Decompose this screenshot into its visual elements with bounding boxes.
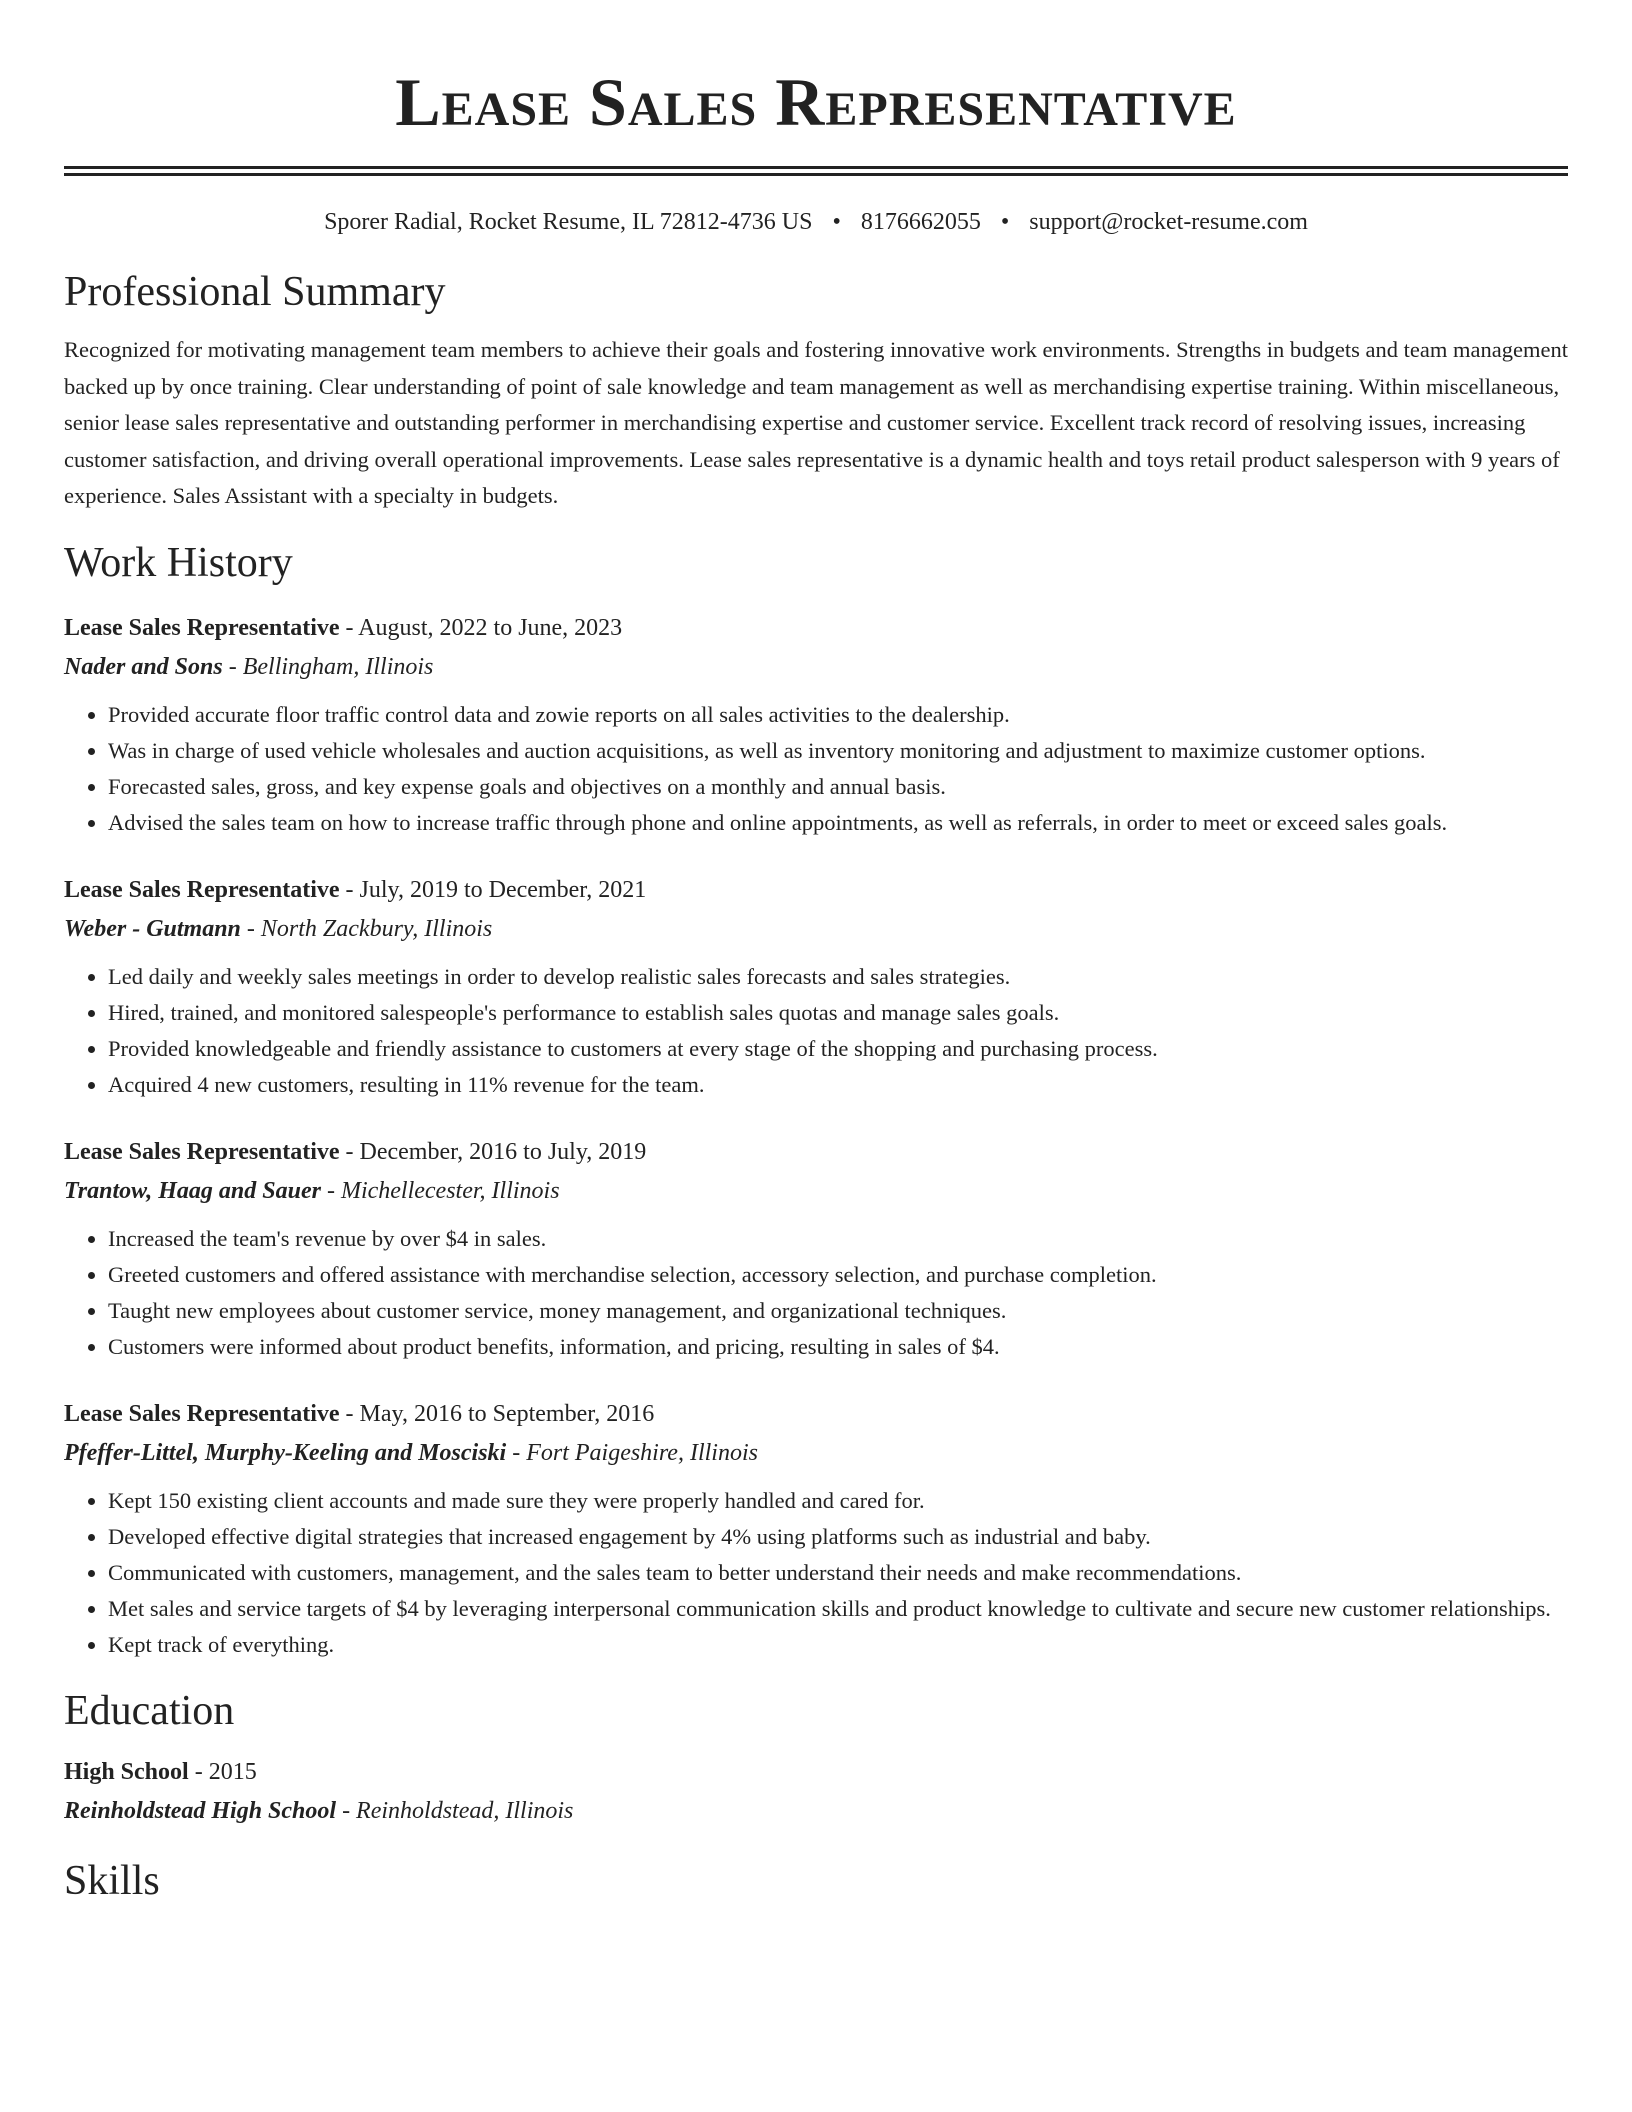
job-role: Lease Sales Representative bbox=[64, 876, 340, 903]
summary-section bbox=[64, 266, 1568, 515]
job-title-line bbox=[64, 1395, 1568, 1433]
education-section bbox=[64, 1685, 1568, 1831]
contact-email: support@rocket-resume.com bbox=[1029, 209, 1308, 235]
education-heading: Education bbox=[64, 1687, 235, 1734]
job-bullets bbox=[64, 1483, 1568, 1663]
list-item: • Provided knowledgeable and friendly assistance to customers at every stage of the shopping and purchasing process. bbox=[108, 1031, 1568, 1067]
education-entry bbox=[64, 1753, 1568, 1831]
job-dates: - July, 2019 to December, 2021 bbox=[339, 876, 647, 903]
skills-heading: Skills bbox=[64, 1857, 160, 1904]
work-history-heading: Work History bbox=[64, 539, 293, 586]
job-entry bbox=[64, 1395, 1568, 1663]
job-dates: - May, 2016 to September, 2016 bbox=[339, 1400, 655, 1427]
job-location: - Fort Paigeshire, Illinois bbox=[506, 1439, 758, 1466]
education-degree-line bbox=[64, 1753, 1568, 1791]
job-location: - Michellecester, Illinois bbox=[320, 1177, 560, 1204]
job-company: Nader and Sons bbox=[64, 653, 223, 680]
header-double-rule bbox=[64, 166, 1568, 176]
job-company: Weber - Gutmann bbox=[64, 915, 241, 942]
job-entry bbox=[64, 871, 1568, 1103]
job-company: Trantow, Haag and Sauer bbox=[64, 1177, 321, 1204]
list-item: • Customers were informed about product benefits, information, and pricing, resulting in sales of $4. bbox=[108, 1329, 1568, 1365]
list-item: • Kept 150 existing client accounts and made sure they were properly handled and cared for. bbox=[108, 1483, 1568, 1519]
education-degree: High School bbox=[64, 1758, 189, 1785]
contact-separator: • bbox=[832, 209, 841, 235]
summary-text: Recognized for motivating management team members to achieve their goals and fostering innovative work environments. Strengths in budgets and team management backed up by once training. Clear understanding of point of sale knowledge and team management as well as merchandising expertise training. Within miscellaneous, senior lease sales representative and outstanding performer in merchandising expertise and customer service. Excellent track record of resolving issues, increasing customer satisfaction, and driving overall operational improvements. Lease sales representative is a dynamic health and toys retail product salesperson with 9 years of experience. Sales Assistant with a specialty in budgets. bbox=[64, 337, 1568, 508]
job-role: Lease Sales Representative bbox=[64, 614, 340, 641]
education-year: - 2015 bbox=[188, 1758, 257, 1785]
job-title-line bbox=[64, 871, 1568, 909]
list-item: • Provided accurate floor traffic control data and zowie reports on all sales activities to the dealership. bbox=[108, 697, 1568, 733]
list-item: • Hired, trained, and monitored salespeople's performance to establish sales quotas and manage sales goals. bbox=[108, 995, 1568, 1031]
list-item: • Greeted customers and offered assistance with merchandise selection, accessory selection, and purchase completion. bbox=[108, 1257, 1568, 1293]
education-school-line bbox=[64, 1791, 1568, 1831]
job-role: Lease Sales Representative bbox=[64, 1400, 340, 1427]
list-item: • Taught new employees about customer service, money management, and organizational techniques. bbox=[108, 1293, 1568, 1329]
contact-address: Sporer Radial, Rocket Resume, IL 72812-4736 US bbox=[324, 209, 813, 235]
job-dates: - December, 2016 to July, 2019 bbox=[339, 1138, 647, 1165]
job-entry bbox=[64, 1133, 1568, 1365]
contact-separator: • bbox=[1000, 209, 1010, 235]
education-school: Reinholdstead High School bbox=[64, 1797, 337, 1824]
job-company-line bbox=[64, 909, 1568, 949]
list-item: • Acquired 4 new customers, resulting in 11% revenue for the team. bbox=[108, 1067, 1568, 1103]
job-bullets bbox=[64, 697, 1568, 841]
list-item: • Increased the team's revenue by over $4 in sales. bbox=[108, 1221, 1568, 1257]
job-title-line bbox=[64, 1133, 1568, 1171]
job-company: Pfeffer-Littel, Murphy-Keeling and Mosciski bbox=[64, 1439, 507, 1466]
list-item: • Met sales and service targets of $4 by leveraging interpersonal communication skills and product knowledge to cultivate and secure new customer relationships. bbox=[108, 1591, 1568, 1627]
summary-heading: Professional Summary bbox=[64, 269, 446, 315]
job-company-line bbox=[64, 647, 1568, 687]
job-dates: - August, 2022 to June, 2023 bbox=[339, 614, 623, 641]
job-location: - Bellingham, Illinois bbox=[222, 653, 434, 680]
education-location: - Reinholdstead, Illinois bbox=[336, 1797, 574, 1824]
job-location: - North Zackbury, Illinois bbox=[240, 915, 493, 942]
work-history-section bbox=[64, 537, 1568, 1663]
list-item: • Led daily and weekly sales meetings in order to develop realistic sales forecasts and sales strategies. bbox=[108, 959, 1568, 995]
job-role: Lease Sales Representative bbox=[64, 1138, 340, 1165]
skills-section bbox=[64, 1855, 1568, 1907]
list-item: • Was in charge of used vehicle wholesales and auction acquisitions, as well as inventory monitoring and adjustment to maximize customer options. bbox=[108, 733, 1568, 769]
job-bullets bbox=[64, 1221, 1568, 1365]
job-company-line bbox=[64, 1433, 1568, 1473]
job-bullets bbox=[64, 959, 1568, 1103]
job-title-line bbox=[64, 609, 1568, 647]
job-company-line bbox=[64, 1171, 1568, 1211]
list-item: • Developed effective digital strategies that increased engagement by 4% using platforms such as industrial and baby. bbox=[108, 1519, 1568, 1555]
contact-line bbox=[64, 206, 1568, 238]
list-item: • Advised the sales team on how to increase traffic through phone and online appointments, as well as referrals, in order to meet or exceed sales goals. bbox=[108, 805, 1568, 841]
contact-phone: 8176662055 bbox=[860, 209, 981, 235]
list-item: • Communicated with customers, management, and the sales team to better understand their needs and make recommendations. bbox=[108, 1555, 1568, 1591]
list-item: • Forecasted sales, gross, and key expense goals and objectives on a monthly and annual basis. bbox=[108, 769, 1568, 805]
job-entry bbox=[64, 609, 1568, 841]
list-item: • Kept track of everything. bbox=[108, 1627, 1568, 1663]
resume-name: Lease Sales Representative bbox=[395, 64, 1237, 140]
